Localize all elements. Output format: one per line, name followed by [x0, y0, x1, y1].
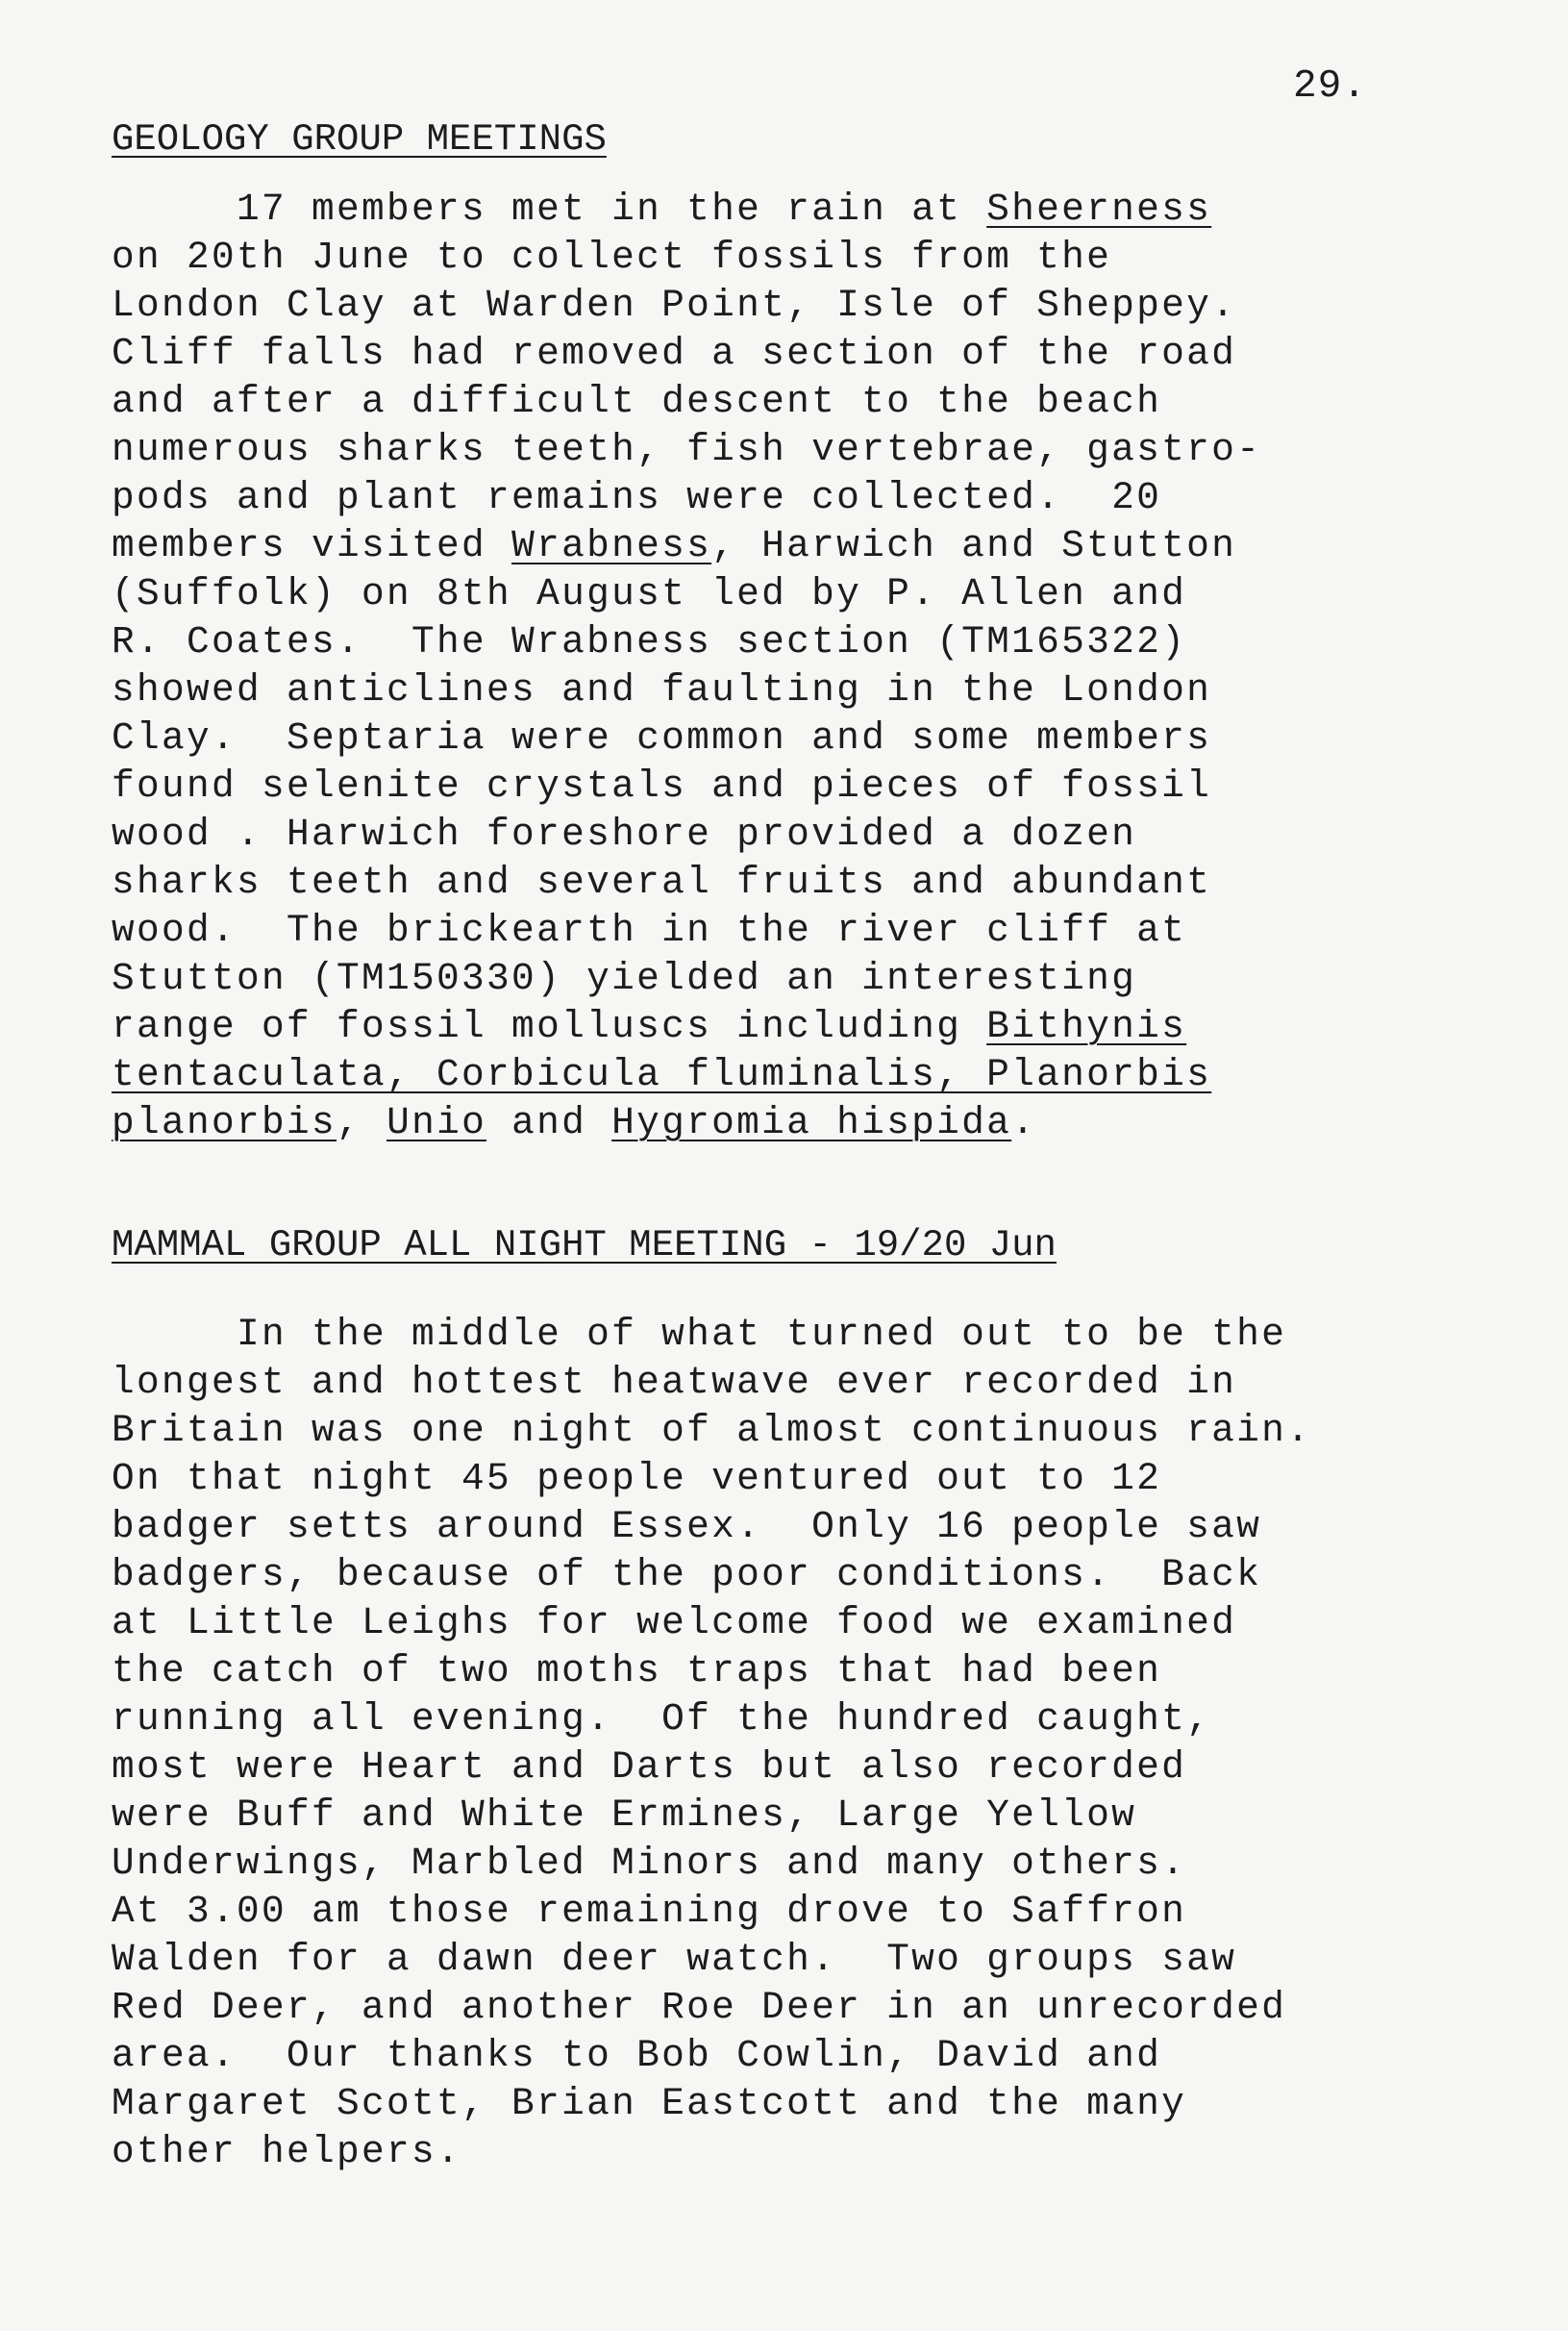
text-run: (Suffolk) on 8th August led by P. Allen and	[112, 571, 1187, 615]
text-line	[112, 618, 1534, 666]
text-run: R. Coates. The Wrabness section (TM165322)	[112, 619, 1187, 664]
text-line	[112, 1984, 1534, 2032]
text-line	[112, 2080, 1534, 2128]
text-run: badger setts around Essex. Only 16 people saw	[112, 1504, 1262, 1548]
mammal-heading: MAMMAL GROUP ALL NIGHT MEETING - 19/20 Jun	[112, 1224, 1057, 1266]
text-run: found selenite crystals and pieces of fossil	[112, 764, 1212, 808]
text-run: members visited	[112, 523, 512, 567]
underlined-text: Wrabness	[511, 523, 712, 567]
text-line	[112, 666, 1534, 714]
underlined-text: planorbis	[112, 1100, 337, 1144]
text-run: running all evening. Of the hundred caught,	[112, 1696, 1212, 1741]
text-run: and	[486, 1100, 612, 1144]
text-line	[112, 234, 1534, 282]
text-run: Walden for a dawn deer watch. Two groups saw	[112, 1937, 1237, 1981]
text-line	[112, 330, 1534, 378]
text-line	[112, 1695, 1534, 1743]
text-run: , Harwich and Stutton	[711, 523, 1237, 567]
text-run: 17 members met in the rain at	[112, 187, 987, 231]
text-line	[112, 2128, 1534, 2176]
underlined-text: Sheerness	[986, 187, 1212, 231]
text-line	[112, 1359, 1534, 1407]
text-run: wood . Harwich foreshore provided a dozen	[112, 812, 1137, 856]
text-line	[112, 1311, 1534, 1359]
text-run: In the middle of what turned out to be the	[112, 1312, 1287, 1356]
text-line	[112, 570, 1534, 618]
text-line	[112, 763, 1534, 811]
text-line	[112, 1647, 1534, 1695]
text-run: badgers, because of the poor conditions. Back	[112, 1552, 1262, 1596]
text-line	[112, 955, 1534, 1003]
text-line	[112, 522, 1534, 570]
mammal-body	[112, 1311, 1534, 2176]
text-line	[112, 859, 1534, 907]
geology-heading: GEOLOGY GROUP MEETINGS	[112, 118, 607, 161]
text-line	[112, 1599, 1534, 1647]
text-run: London Clay at Warden Point, Isle of Sheppey.	[112, 283, 1237, 327]
underlined-text: Bithynis	[986, 1004, 1187, 1048]
text-run: the catch of two moths traps that had been	[112, 1648, 1162, 1692]
underlined-text: Hygromia hispida	[611, 1100, 1012, 1144]
text-run: Red Deer, and another Roe Deer in an unrecorded	[112, 1985, 1287, 2029]
text-line	[112, 1792, 1534, 1840]
text-run: most were Heart and Darts but also recorded	[112, 1744, 1187, 1789]
text-line	[112, 1743, 1534, 1792]
text-run: Stutton (TM150330) yielded an interesting	[112, 956, 1137, 1000]
geology-section	[112, 115, 1534, 1147]
text-run: On that night 45 people ventured out to 12	[112, 1456, 1162, 1500]
text-run: Britain was one night of almost continuous rain.	[112, 1408, 1312, 1452]
page-number: 29.	[1293, 64, 1367, 109]
text-run: sharks teeth and several fruits and abundant	[112, 860, 1212, 904]
text-line	[112, 1455, 1534, 1503]
text-run: Clay. Septaria were common and some members	[112, 715, 1212, 760]
text-run: showed anticlines and faulting in the London	[112, 667, 1212, 712]
text-line	[112, 282, 1534, 330]
text-run: range of fossil molluscs including	[112, 1004, 987, 1048]
text-line	[112, 1003, 1534, 1051]
text-line	[112, 714, 1534, 763]
text-line	[112, 1099, 1534, 1147]
text-line	[112, 1840, 1534, 1888]
text-line	[112, 1503, 1534, 1551]
text-line	[112, 186, 1534, 234]
text-line	[112, 2032, 1534, 2080]
mammal-section	[112, 1221, 1534, 2176]
text-run: on 20th June to collect fossils from the	[112, 235, 1112, 279]
text-run: other helpers.	[112, 2129, 462, 2173]
text-line	[112, 1051, 1534, 1099]
geology-body	[112, 186, 1534, 1147]
text-line	[112, 1936, 1534, 1984]
underlined-text: Unio	[386, 1100, 487, 1144]
text-run: pods and plant remains were collected. 20	[112, 475, 1162, 519]
text-line	[112, 811, 1534, 859]
underlined-text: tentaculata, Corbicula fluminalis, Planorbis	[112, 1052, 1212, 1096]
text-line	[112, 378, 1534, 426]
text-line	[112, 907, 1534, 955]
text-run: longest and hottest heatwave ever recorded in	[112, 1360, 1237, 1404]
text-line	[112, 1888, 1534, 1936]
text-run: At 3.00 am those remaining drove to Saffron	[112, 1889, 1187, 1933]
text-run: Margaret Scott, Brian Eastcott and the many	[112, 2081, 1187, 2125]
text-line	[112, 1551, 1534, 1599]
text-line	[112, 426, 1534, 474]
text-line	[112, 1407, 1534, 1455]
text-run: Cliff falls had removed a section of the road	[112, 331, 1237, 375]
text-run: and after a difficult descent to the beach	[112, 379, 1162, 423]
text-run: .	[1011, 1100, 1037, 1144]
text-run: Underwings, Marbled Minors and many others.	[112, 1841, 1187, 1885]
text-run: area. Our thanks to Bob Cowlin, David and	[112, 2033, 1162, 2077]
text-run: numerous sharks teeth, fish vertebrae, gastro-	[112, 427, 1262, 471]
text-run: wood. The brickearth in the river cliff at	[112, 908, 1187, 952]
text-run: ,	[336, 1100, 387, 1144]
text-run: were Buff and White Ermines, Large Yellow	[112, 1792, 1137, 1837]
text-run: at Little Leighs for welcome food we examined	[112, 1600, 1237, 1644]
text-line	[112, 474, 1534, 522]
